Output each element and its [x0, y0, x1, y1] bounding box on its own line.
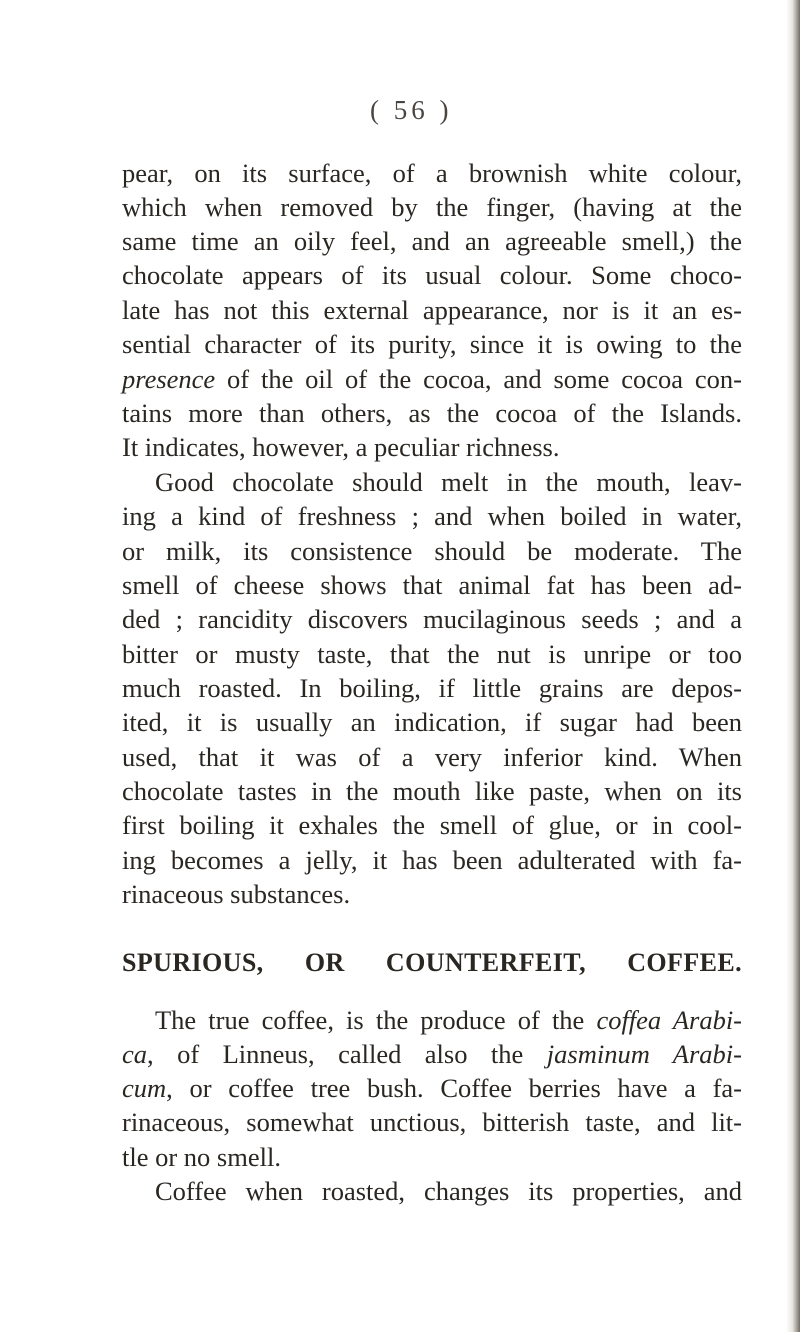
text-line: pear, on its surface, of a brownish white colour, [122, 158, 742, 188]
text-line [122, 1071, 742, 1105]
text-line: Good chocolate should melt in the mouth, leav- [155, 467, 742, 497]
text-line: ded ; rancidity discovers mucilaginous seeds ; and a [122, 604, 742, 634]
text-line: which when removed by the finger, (having at the [122, 192, 742, 222]
text-line: used, that it was of a very inferior kind. When [122, 742, 742, 772]
text-line [122, 362, 742, 396]
text-line: ing a kind of freshness ; and when boiled in water, [122, 501, 742, 531]
page-edge-shadow [786, 0, 800, 1332]
italic-term: ca [122, 1039, 148, 1069]
text-line: same time an oily feel, and an agreeable smell,) the [122, 226, 742, 256]
text-line: late has not this external appearance, nor is it an es- [122, 295, 742, 325]
text-line: Coffee when roasted, changes its properties, and [155, 1176, 742, 1206]
text-line: smell of cheese shows that animal fat has been ad- [122, 570, 742, 600]
text-run: of the oil of the cocoa, and some cocoa con- [215, 364, 742, 394]
text-line: or milk, its consistence should be moderate. The [122, 536, 742, 566]
italic-word: presence [122, 364, 216, 394]
text-line: sential character of its purity, since it is owing to the [122, 329, 742, 359]
text-line: ited, it is usually an indication, if sugar had been [122, 707, 742, 737]
page-number: ( 56 ) [370, 95, 453, 125]
text-line: It indicates, however, a peculiar richness. [122, 432, 560, 462]
text-line: chocolate appears of its usual colour. Some choco- [122, 260, 742, 290]
text-line: tle or no smell. [122, 1142, 281, 1172]
text-line: much roasted. In boiling, if little grains are depos- [122, 673, 742, 703]
italic-term: jasminum Arabi- [546, 1039, 742, 1069]
text-run: The true coffee, is the produce of the [155, 1005, 597, 1035]
italic-term: cum [122, 1073, 167, 1103]
text-line: chocolate tastes in the mouth like paste, when on its [122, 776, 742, 806]
text-run: , or coffee tree bush. Coffee berries have a fa- [166, 1073, 742, 1103]
text-line: rinaceous, somewhat unctious, bitterish taste, and lit- [122, 1107, 742, 1137]
text-line: bitter or musty taste, that the nut is unripe or too [122, 639, 742, 669]
text-line: first boiling it exhales the smell of glue, or in cool- [122, 810, 742, 840]
text-line [122, 1037, 742, 1071]
text-run: , of Linneus, called also the [147, 1039, 547, 1069]
section-heading: SPURIOUS, OR COUNTERFEIT, COFFEE. [122, 948, 742, 977]
text-line: tains more than others, as the cocoa of the Islands. [122, 398, 742, 428]
text-line: rinaceous substances. [122, 879, 351, 909]
italic-term: coffea Arabi- [596, 1005, 743, 1035]
text-line [155, 1003, 742, 1037]
text-line: ing becomes a jelly, it has been adulterated with fa- [122, 845, 742, 875]
